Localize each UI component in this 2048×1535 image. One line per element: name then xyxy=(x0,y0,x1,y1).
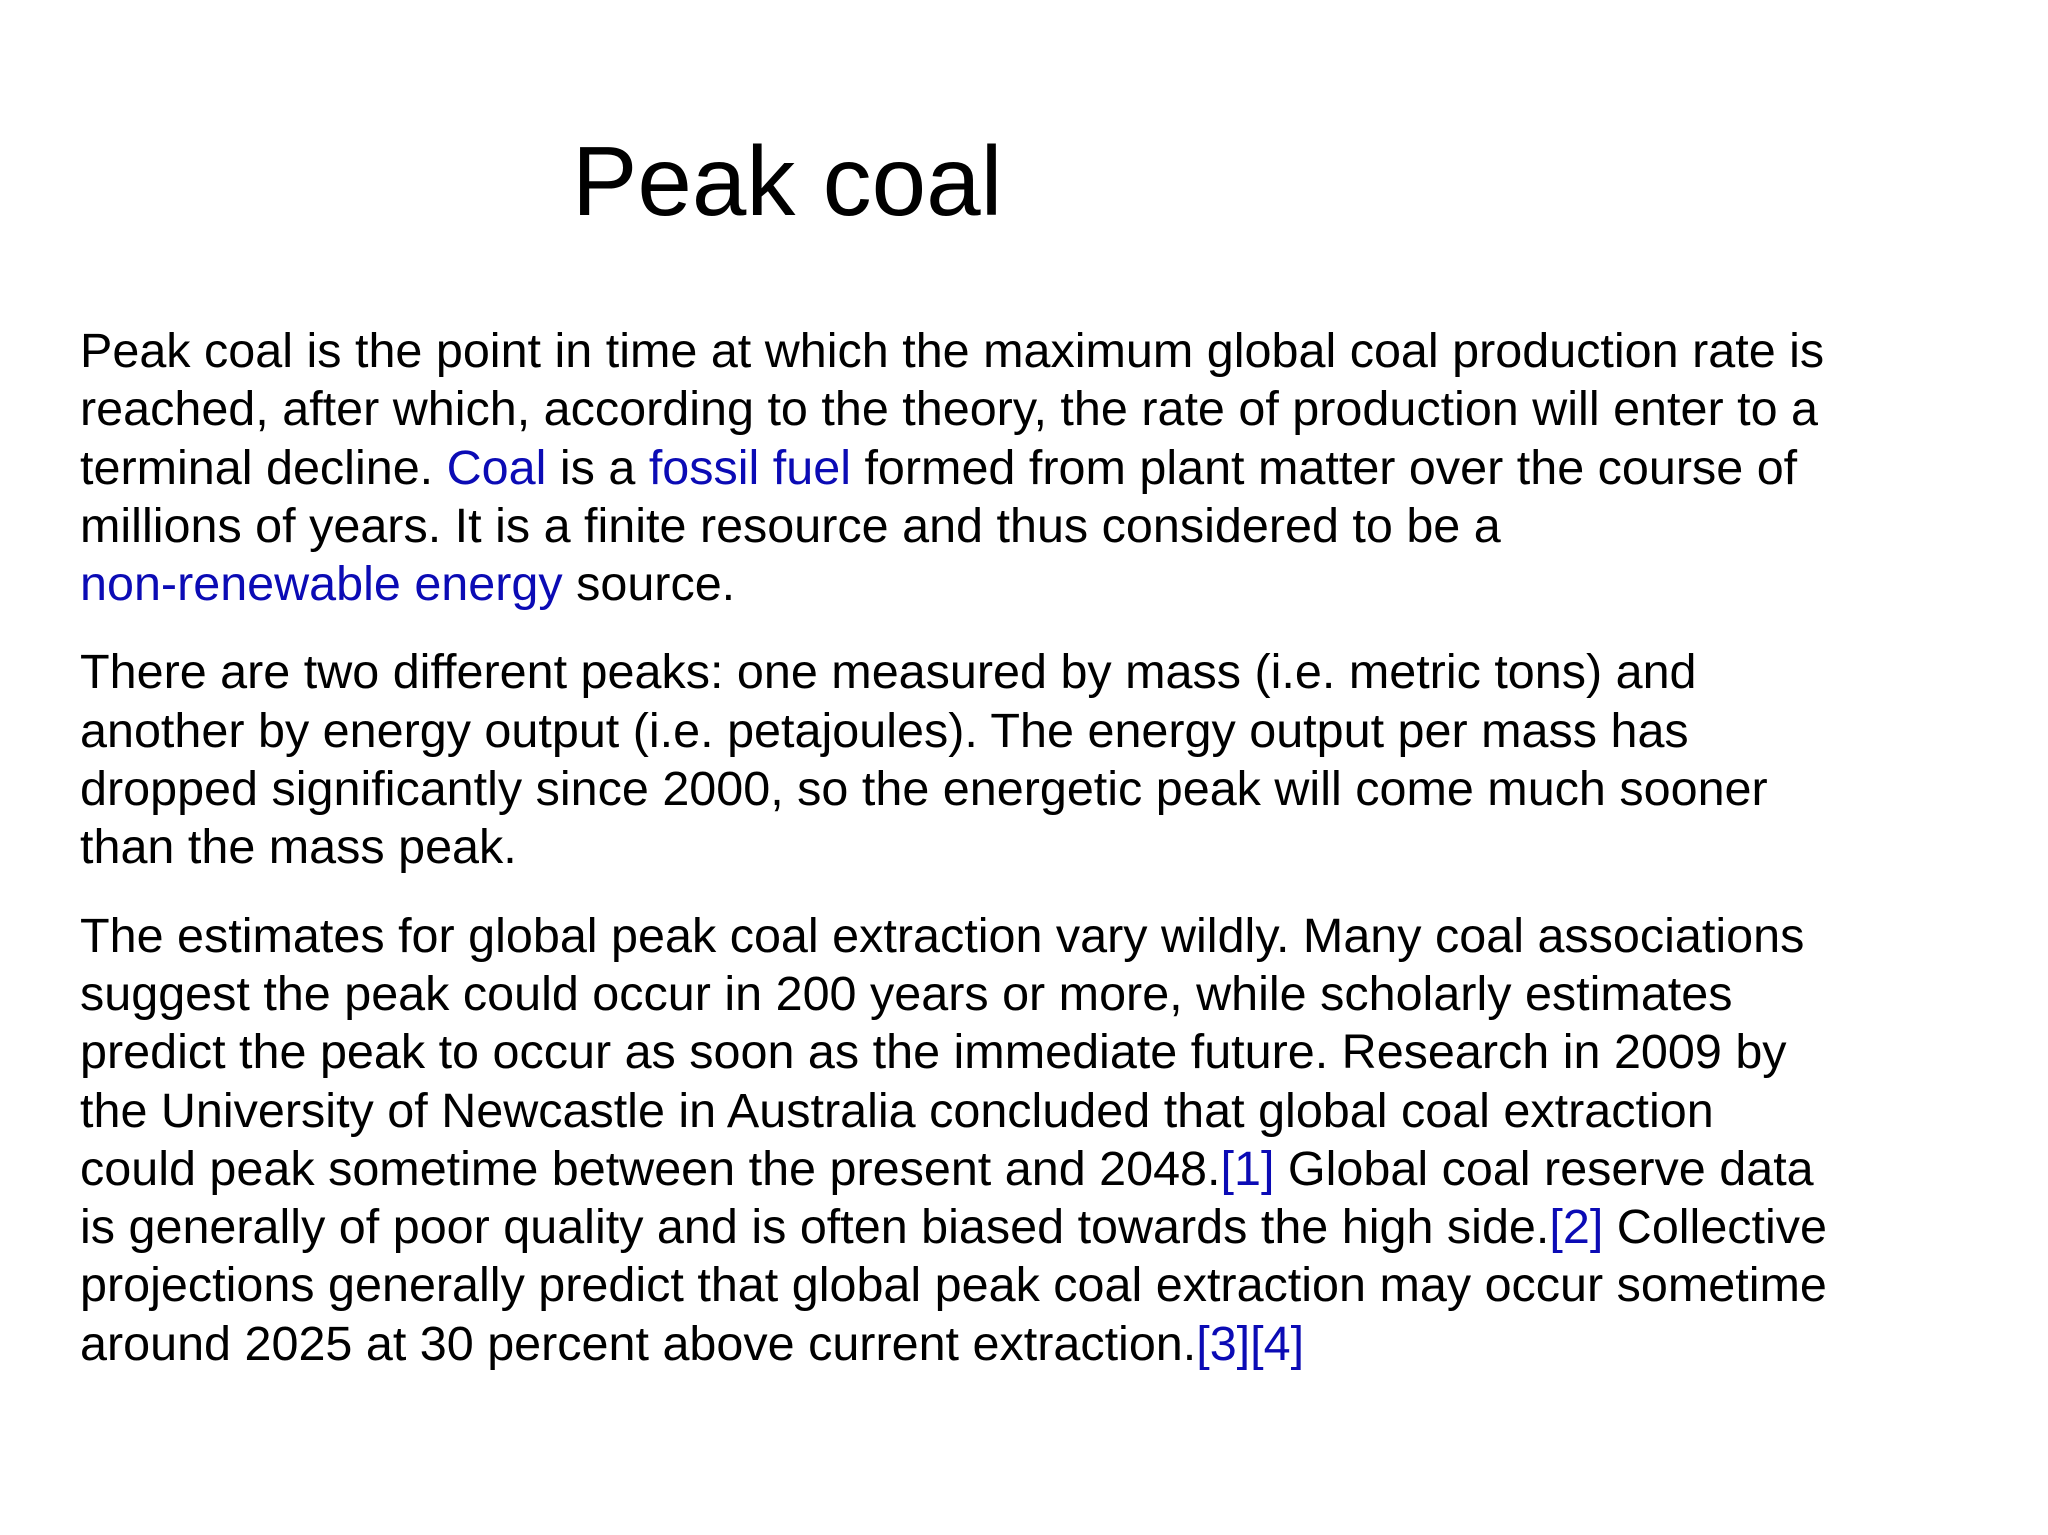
text-line: dropped significantly since 2000, so the energetic peak will come much sooner xyxy=(80,762,1768,817)
paragraph-two-peaks xyxy=(80,643,1980,876)
text-line: millions of years. It is a finite resource and thus considered to be a xyxy=(80,498,1501,553)
article-body xyxy=(80,322,1980,1373)
citation-link-1[interactable]: [1] xyxy=(1220,1141,1275,1196)
text-line: another by energy output (i.e. petajoules). The energy output per mass has xyxy=(80,703,1689,758)
text-line: projections generally predict that global peak coal extraction may occur sometime xyxy=(80,1258,1827,1313)
text-line: Global coal reserve data xyxy=(1274,1141,1814,1196)
text-line: suggest the peak could occur in 200 years or more, while scholarly estimates xyxy=(80,966,1733,1021)
text-line: formed from plant matter over the course of xyxy=(850,440,1798,495)
text-line: around 2025 at 30 percent above current extraction. xyxy=(80,1316,1197,1371)
text-line: Collective xyxy=(1603,1200,1828,1255)
paragraph-intro xyxy=(80,322,1980,613)
text-line: than the mass peak. xyxy=(80,820,517,875)
text-line: is generally of poor quality and is often biased towards the high side. xyxy=(80,1200,1550,1255)
citation-link-4[interactable]: [4] xyxy=(1250,1316,1305,1371)
text-line: predict the peak to occur as soon as the immediate future. Research in 2009 by xyxy=(80,1025,1787,1080)
page-title: Peak coal xyxy=(572,126,1003,236)
link-non-renewable-energy[interactable]: non-renewable energy xyxy=(80,557,563,612)
text-line: terminal decline. xyxy=(80,440,447,495)
link-coal[interactable]: Coal xyxy=(446,440,547,495)
paragraph-estimates xyxy=(80,907,1980,1373)
link-fossil-fuel[interactable]: fossil fuel xyxy=(648,440,851,495)
citation-link-2[interactable]: [2] xyxy=(1549,1200,1604,1255)
text-line: The estimates for global peak coal extraction vary wildly. Many coal associations xyxy=(80,908,1805,963)
citation-link-3[interactable]: [3] xyxy=(1196,1316,1251,1371)
text-line: the University of Newcastle in Australia concluded that global coal extraction xyxy=(80,1083,1714,1138)
text-line: is a xyxy=(546,440,649,495)
text-line: source. xyxy=(562,557,736,612)
text-line: reached, after which, according to the theory, the rate of production will enter to a xyxy=(80,382,1818,437)
text-line: Peak coal is the point in time at which the maximum global coal production rate is xyxy=(80,324,1825,378)
text-line: could peak sometime between the present and 2048. xyxy=(80,1141,1221,1196)
text-line: There are two different peaks: one measured by mass (i.e. metric tons) and xyxy=(80,645,1697,700)
